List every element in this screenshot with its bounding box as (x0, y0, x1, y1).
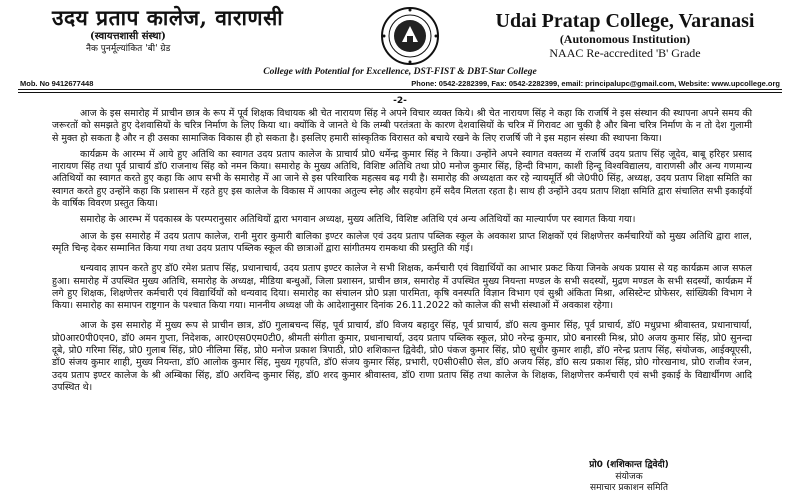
letterhead-english (455, 10, 795, 60)
signatory-role: संयोजक (615, 471, 643, 482)
contact-line (20, 79, 780, 88)
mobile-number: Mob. No 9412677448 (20, 79, 94, 88)
header-rule-thin (18, 92, 782, 93)
college-tagline: College with Potential for Excellence, DST-FIST & DBT-Star College (263, 67, 537, 77)
signatory-name: प्रो0 (शशिकान्त द्विवेदी) (589, 460, 669, 470)
phone-fax-email-website: Phone: 0542-2282399, Fax: 0542-2282399, email: principalupc@gmail.com, Website: www.upcollege.org (411, 79, 780, 88)
naac-label-hindi: नैक पुनर्मूल्यांकित 'बी' ग्रेड (86, 44, 171, 54)
autonomous-label-hindi: (स्वायत्तशासी संस्था) (90, 31, 166, 42)
signatory-committee: समाचार प्रकाशन समिति (590, 483, 668, 493)
college-seal-icon (380, 6, 440, 66)
college-name-english: Udai Pratap College, Varanasi (495, 10, 755, 32)
paragraph: आज के इस समारोह में प्राचीन छात्र के रूप में पूर्व शिक्षक विधायक श्री चेत नारायण सिंह ने अपने विचार व्यक्त किये। श्री चेत नारायण सिंह ने कहा कि राजर्षि ने इस संस्थान की स्थापना अपने समय की जरूरतों को समझते हुए देशवासियों के चरित्र निर्माण के लिए किया था। क्योंकि वे जानते थे कि लम्बी परतंत्रता के कारण देशवासियों के चरित्र में गिरावट आ चुकी है और बिना चरित्र निर्माण के न तो देश गुलामी से मुक्त हो सकता है और न ही उसका सामाजिक विकास ही हो सकता है। इसलिए हमारी सांस्कृतिक विरासत को बचाये रखने के लिए राजर्षि जी ने इस महान संस्था की स्थापना किया। (52, 108, 753, 144)
paragraph: आज के इस समारोह में मुख्य रूप से प्राचीन छात्र, डॉ0 गुलाबचन्द सिंह, पूर्व प्राचार्य, डॉ0 विजय बहादुर सिंह, पूर्व प्राचार्य, डॉ0 सत्य कुमार सिंह, पूर्व प्राचार्य, डॉ0 मधुप्रभा श्रीवास्तव, प्रधानाचार्या, प्रो0आर0पी0एन0, डॉ0 अमन गुप्ता, निदेशक, आर0एस0एम0टी0, श्रीमती संगीता कुमार, प्रधानाचार्या, उदय प्रताप पब्लिक स्कूल, प्रो0 नरेन्द्र कुमार, प्रो0 बनारसी मिश्र, प्रो0 अजय कुमार सिंह, प्रो0 सुनन्दा दूबे, प्रो0 गरिमा सिंह, प्रो0 गुलाब सिंह, प्रो0 नीलिमा सिंह, प्रो0 मनोज प्रकाश त्रिपाठी, प्रो0 शशिकान्त द्विवेदी, प्रो0 पंकज कुमार सिंह, प्रो0 सुधीर कुमार शाही, डॉ0 नरेन्द्र प्रताप सिंह, संयोजक, आईक्यूएसी, डॉ0 संजय कुमार शाही, मुख्य नियन्ता, डॉ0 आलोक कुमार सिंह, मुख्य गृहपति, डॉ0 संजय कुमार सिंह, प्रभारी, ए0सी0सी0 सेल, डॉ0 अजय सिंह, डॉ0 सत्य प्रकाश सिंह, प्रो0 गोरखनाथ, प्रो0 राजीव रंजन, उदय प्रताप इण्टर कालेज के श्री अम्बिका सिंह, डॉ0 अरविन्द कुमार सिंह, डॉ0 शरद कुमार श्रीवास्तव, डॉ0 राणा प्रताप सिंह तथा कालेज के शिक्षक, शिक्षणेत्तर कर्मचारी एवं सभी इकाई के विद्यार्थीगण आदि उपस्थित थे। (52, 320, 752, 393)
paragraph: धन्यवाद ज्ञापन करते हुए डॉ0 रमेश प्रताप सिंह, प्रधानाचार्य, उदय प्रताप इण्टर कालेज ने सभी शिक्षक, कर्मचारी एवं विद्यार्थियों का आभार प्रकट किया जिनके अथक प्रयास से यह कार्यक्रम आज सफल हुआ। समारोह में उपस्थित मुख्य अतिथि, समारोह के अध्यक्ष, मीडिया बन्धुओं, जिला प्रशासन, प्राचीन छात्र, समारोह में उपस्थित मुख्य नियन्ता मण्डल के सभी सदस्यों, मुद्रण मण्डल के सभी सदस्यों, कार्यक्रम में लगे हुए शिक्षक, शिक्षणेत्तर कर्मचारी एवं विद्यार्थियों को धन्यवाद दिया। समारोह का संचालन प्रो0 प्रज्ञा पारमिता, कृषि वनस्पति विज्ञान विभाग एवं सुश्री अंकिता मिश्रा, असिस्टेन्ट प्रोफेसर, सांख्यिकी विभाग ने किया। समारोह का समापन राष्ट्रगान के पश्चात किया गया। माननीय अध्यक्ष जी के आदेशानुसार दिनांक 26.11.2022 को कालेज की सभी संस्थाओं में अवकाश रहेगा। (52, 263, 752, 312)
header-rule (18, 89, 782, 90)
paragraph: कार्यक्रम के आरम्भ में आये हुए अतिथि का स्वागत उदय प्रताप कालेज के प्राचार्य प्रो0 धर्मेन्द्र कुमार सिंह ने किया। उन्होंने अपने स्वागत वक्तव्य में राजर्षि उदय प्रताप सिंह जूदेव, बाबू हरिहर प्रसाद नारायण सिंह तथा पूर्व प्राचार्य डॉ0 राजनाथ सिंह को नमन किया। समारोह के मुख्य अतिथि, विशिष्ट अतिथि तथा प्रो0 मनोज कुमार सिंह, हिन्दी विभाग, काशी हिन्दू विश्वविद्यालय, वाराणसी और अन्य गणमान्य अतिथियों का स्वागत करते हुए कहा कि आप सभी के समारोह में आ जाने से इस परिवारिक महत्सव बढ़ गयी है। समारोह की अध्यक्षता कर रहे न्यायमूर्ति श्री जे0पी0 सिंह, अध्यक्ष, उदय प्रताप शिक्षा समिति का स्वागत करते हुए उन्होंने कहा कि प्रशासन में रहते हुए इस कालेज के विकास में आपका अतुल्य स्नेह और सहयोग हमें सदैव मिलता रहता है। साथ ही उन्होंने उदय प्रताप शिक्षा समिति द्वारा संचालित सभी इकाईयों के वार्षिक विवरण प्रस्तुत किया। (52, 148, 752, 210)
page-number: -2- (393, 96, 407, 106)
signature-block (544, 460, 714, 495)
letterhead-hindi (52, 6, 372, 55)
paragraph: आज के इस समारोह में उदय प्रताप कालेज, रानी मुरार कुमारी बालिका इण्टर कालेज एवं उदय प्रताप पब्लिक स्कूल के अवकाश प्राप्त शिक्षकों एवं शिक्षणेत्तर कर्मचारियों को मुख्य अतिथि द्वारा शाल, स्मृति चिन्ह देकर सम्मानित किया गया तथा उदय प्रताप पब्लिक स्कूल की छात्राओं द्वारा सांगीतमय रामकथा की प्रस्तुति की गई। (52, 230, 752, 254)
college-name-hindi: उदय प्रताप कालेज, वाराणसी (52, 5, 284, 30)
document-body (52, 108, 752, 398)
paragraph: समारोह के आरम्भ में पदकास्त्र के परम्परानुसार अतिथियों द्वारा भगवान अध्यक्ष, मुख्य अतिथि, विशिष्ट अतिथि एवं अन्य अतिथियों का माल्यार्पण पर स्वागत किया गया। (80, 214, 636, 226)
naac-label-english: NAAC Re-accredited 'B' Grade (549, 46, 701, 60)
autonomous-label-english: (Autonomous Institution) (559, 32, 691, 46)
